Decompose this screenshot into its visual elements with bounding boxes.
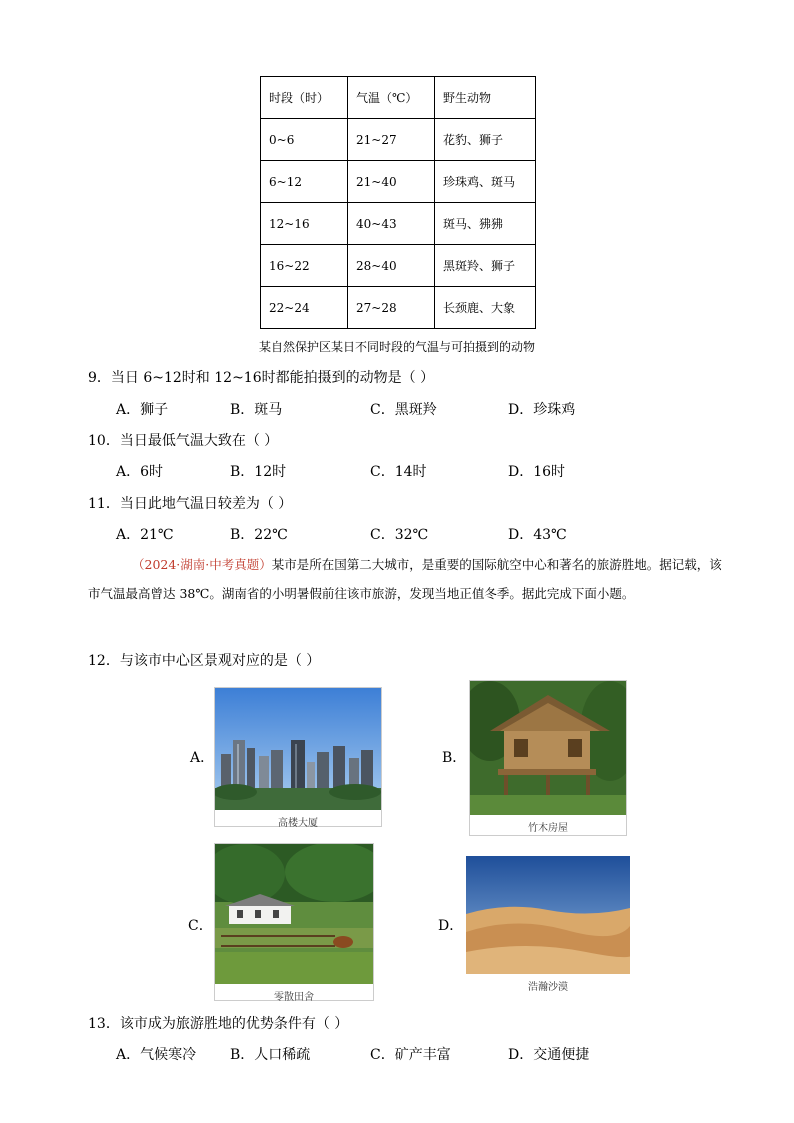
option-12c-caption: 零散田舍	[274, 992, 314, 1003]
question-12: 12．与该市中心区景观对应的是（ ）	[88, 653, 321, 669]
option-12d-image	[466, 856, 630, 993]
option-12c-letter: C．	[188, 918, 213, 934]
option-10d: D．16时	[508, 464, 566, 480]
option-10b: B．12时	[230, 464, 287, 480]
option-9b: B．斑马	[230, 402, 283, 418]
table-cell: 21~27	[348, 119, 435, 161]
option-9a: A．狮子	[116, 402, 169, 418]
option-11b: B．22℃	[230, 527, 288, 543]
passage-source: （2024·湖南·中考真题）	[132, 557, 272, 572]
table-cell: 28~40	[348, 245, 435, 287]
table-cell: 长颈鹿、大象	[435, 287, 536, 329]
option-12c-image	[214, 843, 374, 1001]
skyline-image	[215, 688, 381, 810]
option-12d-caption: 浩瀚沙漠	[528, 982, 568, 993]
table-header-row	[261, 77, 536, 119]
question-10: 10．当日最低气温大致在（ ）	[88, 433, 279, 449]
table-cell: 40~43	[348, 203, 435, 245]
passage-text: 某市是所在国第二大城市，是重要的国际航空中心和著名的旅游胜地。据记载，该市气温最高曾达 38℃。湖南省的小明暑假前往该市旅游，发现当地正值冬季。据此完成下面小题。	[88, 557, 722, 601]
table-cell: 21~40	[348, 161, 435, 203]
table-row	[261, 287, 536, 329]
option-9d: D．珍珠鸡	[508, 402, 576, 418]
table-cell: 0~6	[261, 119, 348, 161]
option-9c: C．黑斑羚	[370, 402, 437, 418]
table-cell: 22~24	[261, 287, 348, 329]
option-11c: C．32℃	[370, 527, 429, 543]
table-header: 气温（℃）	[348, 77, 435, 119]
table-cell: 12~16	[261, 203, 348, 245]
option-13d: D．交通便捷	[508, 1047, 590, 1063]
table-cell: 斑马、狒狒	[435, 203, 536, 245]
option-13c: C．矿产丰富	[370, 1047, 451, 1063]
table-header: 时段（时）	[261, 77, 348, 119]
table-cell: 6~12	[261, 161, 348, 203]
table-row	[261, 245, 536, 287]
desert-image	[466, 856, 630, 974]
option-12b-caption: 竹木房屋	[528, 823, 568, 834]
table-row	[261, 119, 536, 161]
table-cell: 珍珠鸡、斑马	[435, 161, 536, 203]
option-10c: C．14时	[370, 464, 427, 480]
option-11a: A．21℃	[116, 527, 174, 543]
question-13: 13．该市成为旅游胜地的优势条件有（ ）	[88, 1016, 349, 1032]
reading-passage	[88, 550, 728, 608]
bamboo-house-image	[470, 681, 626, 815]
option-13b: B．人口稀疏	[230, 1047, 311, 1063]
table-header: 野生动物	[435, 77, 536, 119]
option-11d: D．43℃	[508, 527, 567, 543]
option-10a: A．6时	[116, 464, 164, 480]
table-cell: 花豹、狮子	[435, 119, 536, 161]
option-12b-letter: B．	[442, 750, 467, 766]
option-12d-letter: D．	[438, 918, 464, 934]
option-13a: A．气候寒冷	[116, 1047, 197, 1063]
option-12a-image	[214, 687, 382, 827]
option-12b-image	[469, 680, 627, 836]
option-12a-caption: 高楼大厦	[278, 818, 318, 829]
table-cell: 27~28	[348, 287, 435, 329]
table-row	[261, 161, 536, 203]
question-11: 11．当日此地气温日较差为（ ）	[88, 496, 293, 512]
farmhouse-image	[215, 844, 373, 984]
option-12a-letter: A．	[190, 750, 215, 766]
temperature-animal-table	[260, 76, 536, 329]
table-row	[261, 203, 536, 245]
table-cell: 16~22	[261, 245, 348, 287]
question-9: 9．当日 6~12时和 12~16时都能拍摄到的动物是（ ）	[88, 370, 435, 386]
table-caption: 某自然保护区某日不同时段的气温与可拍摄到的动物	[258, 340, 535, 354]
table-cell: 黑斑羚、狮子	[435, 245, 536, 287]
